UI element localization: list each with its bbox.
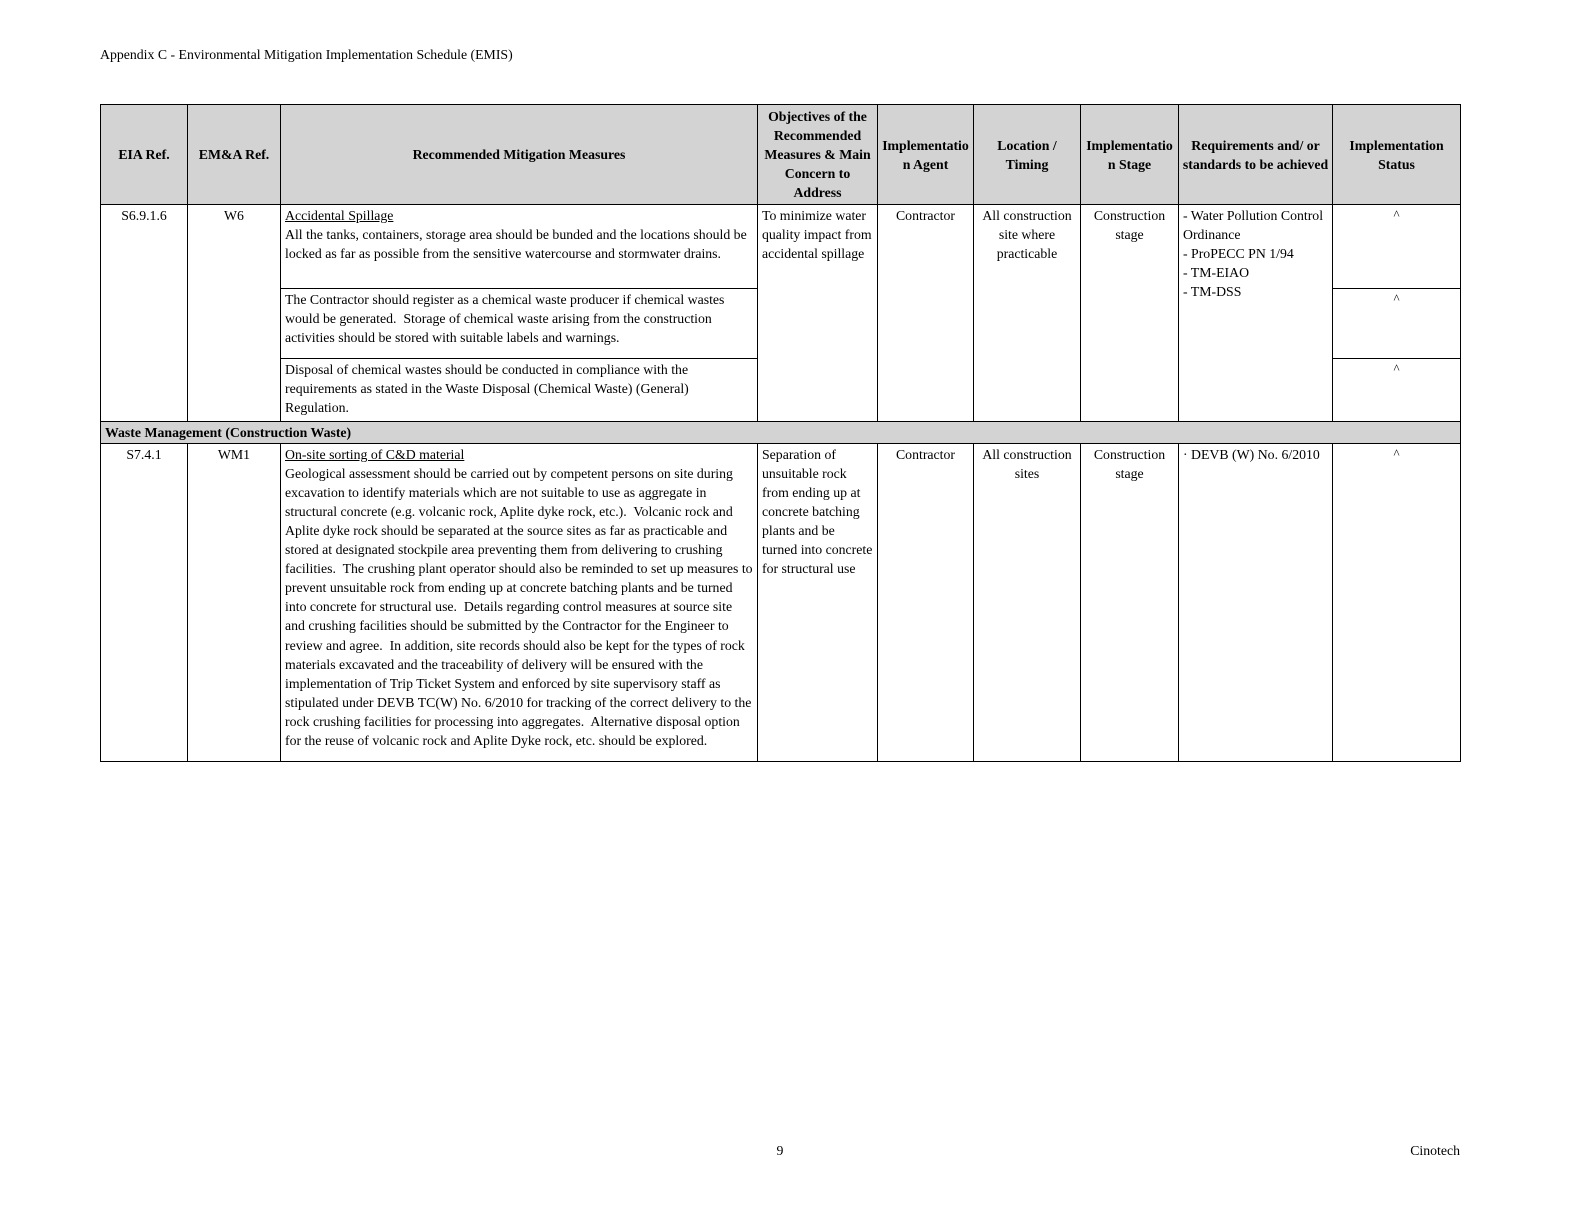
objectives-cell: To minimize water quality impact from accidental spillage <box>758 205 878 422</box>
requirement-item: - Water Pollution Control Ordinance <box>1183 208 1324 243</box>
requirements-cell <box>1179 444 1333 762</box>
stage-cell: Construction stage <box>1081 205 1179 422</box>
column-header-objectives: Objectives of the Recommended Measures & Main Concern to Address <box>758 105 878 205</box>
requirement-item: - TM-DSS <box>1183 284 1242 300</box>
measure-text: The Contractor should register as a chemical waste producer if chemical wastes would be generated. Storage of chemical waste arising from the construction activities should be stored with suitable labels and warnings. <box>285 292 728 346</box>
objectives-cell: Separation of unsuitable rock from ending up at concrete batching plants and be turned into concrete for structural use <box>758 444 878 762</box>
status-cell <box>1333 205 1461 289</box>
column-header-stage: Implementation Stage <box>1081 105 1179 205</box>
section-header-row <box>101 422 1461 444</box>
location-cell: All construction sites <box>974 444 1081 762</box>
measure-text: Disposal of chemical wastes should be conducted in compliance with the requirements as stated in the Waste Disposal (Chemical Waste) (General) Regulation. <box>285 362 693 416</box>
emis-table <box>100 104 1461 762</box>
requirement-item: - TM-EIAO <box>1183 265 1250 281</box>
status-cell <box>1333 289 1461 359</box>
status-caret: ^ <box>1393 446 1400 462</box>
status-cell <box>1333 444 1461 762</box>
column-header-eia-ref: EIA Ref. <box>101 105 188 205</box>
column-header-location: Location / Timing <box>974 105 1081 205</box>
footer-brand: Cinotech <box>1410 1143 1460 1158</box>
status-caret: ^ <box>1393 291 1400 307</box>
table-header-row <box>101 105 1461 205</box>
measures-cell <box>281 205 758 289</box>
eia-ref-cell: S7.4.1 <box>101 444 188 762</box>
status-cell <box>1333 359 1461 422</box>
table-row-w6 <box>101 205 1461 289</box>
measure-text: All the tanks, containers, storage area should be bunded and the locations should be locked as far as possible from the sensitive watercourse and stormwater drains. <box>285 227 751 262</box>
location-cell: All construction site where practicable <box>974 205 1081 422</box>
measures-cell <box>281 359 758 422</box>
requirement-item: - ProPECC PN 1/94 <box>1183 246 1294 262</box>
stage-cell: Construction stage <box>1081 444 1179 762</box>
ema-ref-cell: WM1 <box>188 444 281 762</box>
column-header-status: Implementation Status <box>1333 105 1461 205</box>
column-header-ema-ref: EM&A Ref. <box>188 105 281 205</box>
column-header-requirements: Requirements and/ or standards to be achieved <box>1179 105 1333 205</box>
measure-heading: Accidental Spillage <box>285 208 394 224</box>
document-header: Appendix C - Environmental Mitigation Implementation Schedule (EMIS) <box>100 47 513 62</box>
column-header-measures: Recommended Mitigation Measures <box>281 105 758 205</box>
status-caret: ^ <box>1393 361 1400 377</box>
agent-cell: Contractor <box>878 205 974 422</box>
measure-heading: On-site sorting of C&D material <box>285 447 465 463</box>
measures-cell <box>281 444 758 762</box>
eia-ref-cell: S6.9.1.6 <box>101 205 188 422</box>
status-caret: ^ <box>1393 207 1400 223</box>
section-title: Waste Management (Construction Waste) <box>101 422 1461 444</box>
ema-ref-cell: W6 <box>188 205 281 422</box>
requirement-item: · DEVB (W) No. 6/2010 <box>1183 447 1320 463</box>
measure-text: Geological assessment should be carried out by competent persons on site during excavation to identify materials which are not suitable to use as aggregate in structural concrete (e.g. volcanic rock, Aplite dyke rock, etc.). Volcanic rock and Aplite dyke rock should be separated at the source sites as far as practicable and stored at designated stockpile area preventing them from delivering to crushing facilities. The crushing plant operator should also be reminded to set up measures to prevent unsuitable rock from ending up at concrete batching plants and be turned into concrete for structural use. Details regarding control measures at source site and crushing facilities should be submitted by the Contractor for the Engineer to review and agree. In addition, site records should also be kept for the types of rock materials excavated and the traceability of delivery will be ensured with the implementation of Trip Ticket System and enforced by site supervisory staff as stipulated under DEVB TC(W) No. 6/2010 for tracking of the correct delivery to the rock crushing facilities for processing into aggregates. Alternative disposal option for the reuse of volcanic rock and Aplite Dyke rock, etc. should be explored. <box>285 466 757 748</box>
page-number: 9 <box>776 1143 784 1158</box>
measures-cell <box>281 289 758 359</box>
page-footer <box>100 1143 1460 1163</box>
table-row-wm1 <box>101 444 1461 762</box>
agent-cell: Contractor <box>878 444 974 762</box>
column-header-agent: Implementation Agent <box>878 105 974 205</box>
requirements-cell <box>1179 205 1333 422</box>
